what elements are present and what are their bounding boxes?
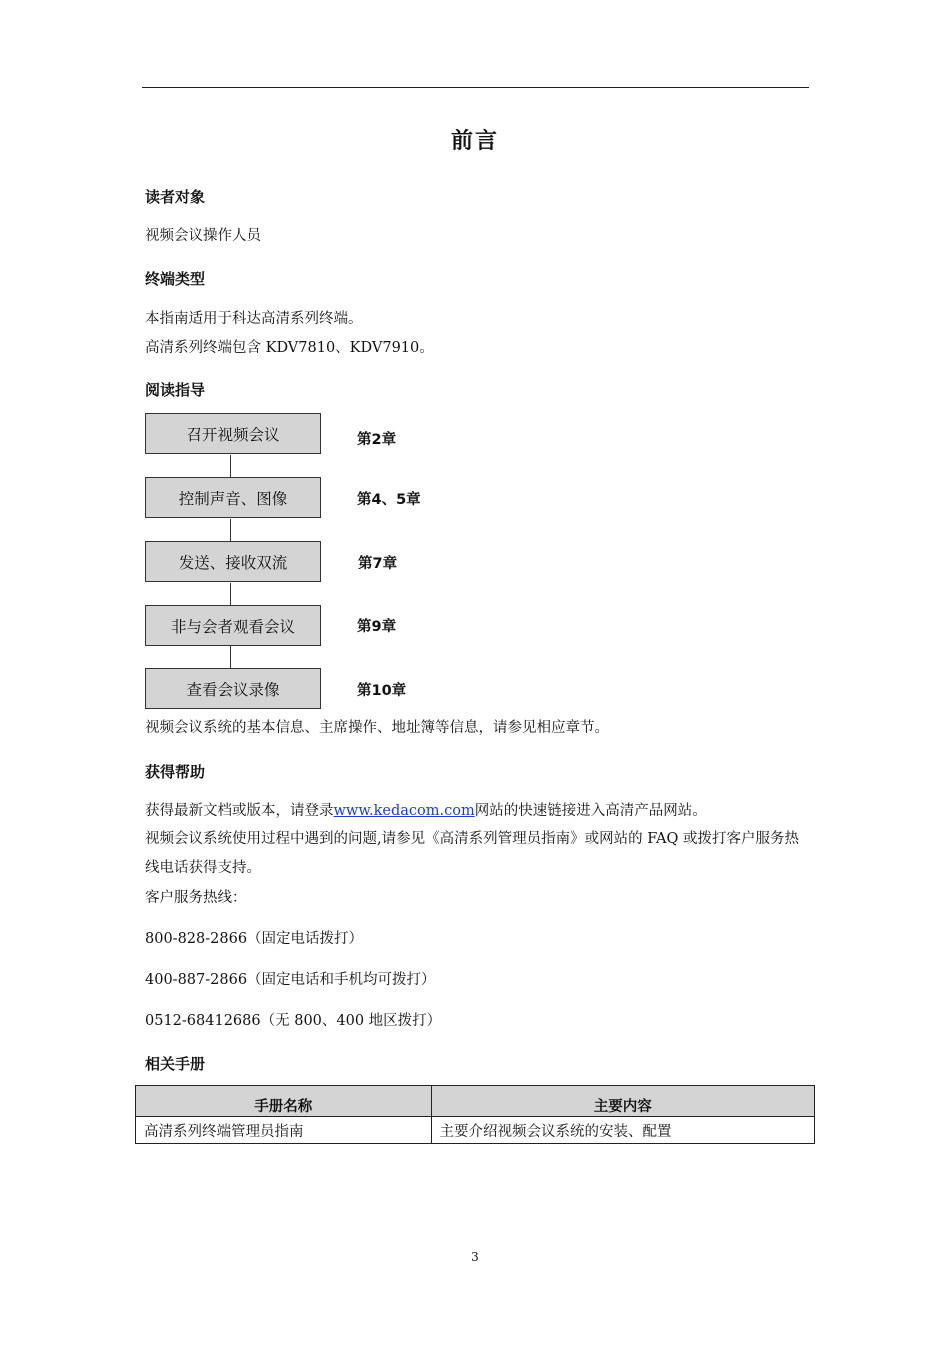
- terminal-text-2: 高清系列终端包含 KDV7810、KDV7910。: [145, 340, 434, 356]
- flow-chapter-2: 第4、5章: [357, 492, 421, 508]
- help-line-1-post: 网站的快速链接进入高清产品网站。: [474, 803, 707, 819]
- flow-step-5: 查看会议录像: [145, 668, 321, 709]
- help-paragraph-2: 视频会议系统使用过程中遇到的问题,请参见《高清系列管理员指南》或网站的 FAQ 或拨打客户服务热线电话获得支持。: [145, 831, 799, 876]
- table-cell: 高清系列终端管理员指南: [136, 1117, 432, 1144]
- flow-connector: [230, 646, 231, 668]
- readers-text: 视频会议操作人员: [145, 228, 261, 244]
- manuals-table: [135, 1085, 815, 1144]
- table-cell: 主要介绍视频会议系统的安装、配置: [431, 1117, 814, 1144]
- help-line-1: [145, 801, 707, 821]
- flow-step-1: 召开视频会议: [145, 413, 321, 454]
- section-heading-manuals: 相关手册: [145, 1055, 206, 1073]
- table-header-cell: 主要内容: [431, 1086, 814, 1117]
- help-line-1-pre: 获得最新文档或版本，请登录: [145, 803, 334, 819]
- section-heading-guide: 阅读指导: [145, 381, 206, 399]
- flow-chapter-4: 第9章: [357, 619, 397, 635]
- section-heading-readers: 读者对象: [145, 188, 206, 206]
- hotline-2: 400-887-2866（固定电话和手机均可拨打）: [145, 972, 436, 988]
- header-rule: [142, 87, 809, 88]
- hotline-1: 800-828-2866（固定电话拨打）: [145, 931, 364, 947]
- page-number: 3: [471, 1250, 479, 1264]
- flow-step-3: 发送、接收双流: [145, 541, 321, 582]
- hotline-label: 客户服务热线：: [145, 890, 247, 906]
- table-header-cell: 手册名称: [136, 1086, 432, 1117]
- flow-chapter-1: 第2章: [357, 432, 397, 448]
- table-header-row: [136, 1086, 815, 1117]
- section-heading-terminal: 终端类型: [145, 270, 206, 288]
- page-title: 前言: [450, 129, 499, 154]
- section-heading-help: 获得帮助: [145, 763, 206, 781]
- flow-connector: [230, 455, 231, 477]
- hotline-3: 0512-68412686（无 800、400 地区拨打）: [145, 1013, 442, 1029]
- flow-connector: [230, 519, 231, 541]
- flow-connector: [230, 583, 231, 605]
- terminal-text-1: 本指南适用于科达高清系列终端。: [145, 311, 363, 327]
- flow-step-2: 控制声音、图像: [145, 477, 321, 518]
- kedacom-link[interactable]: www.kedacom.com: [333, 803, 475, 819]
- table-row: [136, 1117, 815, 1144]
- flow-chapter-5: 第10章: [357, 683, 407, 699]
- flow-chapter-3: 第7章: [358, 556, 398, 572]
- flow-step-4: 非与会者观看会议: [145, 605, 321, 646]
- guide-note: 视频会议系统的基本信息、主席操作、地址簿等信息，请参见相应章节。: [145, 720, 609, 736]
